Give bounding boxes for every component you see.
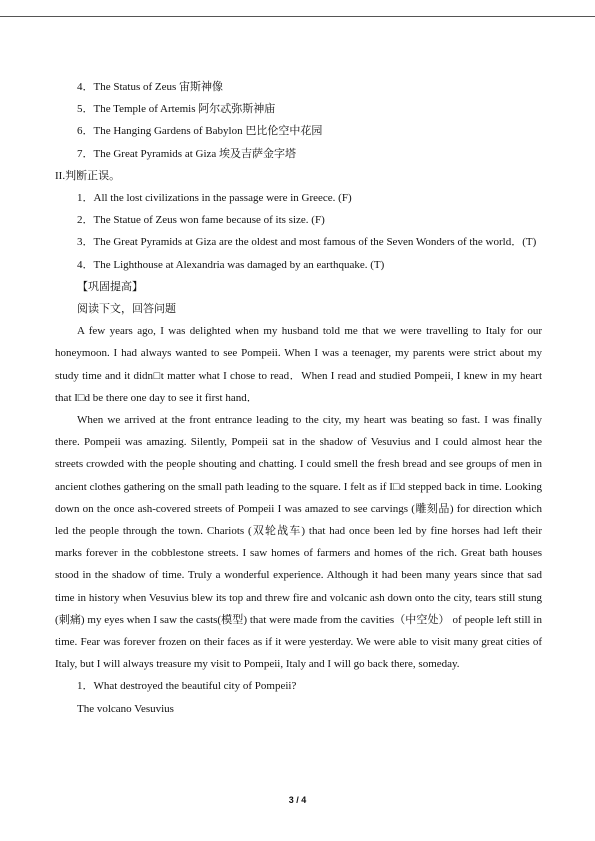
section-heading: II.判断正误。 (55, 169, 121, 182)
instruction-text: 阅读下文，回答问题 (77, 303, 176, 316)
list-item: 5．The Temple of Artemis 阿尔忒弥斯神庙 (77, 103, 276, 116)
tf-item: 1．All the lost civilizations in the passage were in Greece. (F) (77, 192, 352, 205)
page-number: 3 / 4 (288, 795, 307, 805)
list-item: 4．The Status of Zeus 宙斯神像 (77, 81, 224, 93)
header-rule (0, 16, 595, 17)
question-text: 1．What destroyed the beautiful city of Pompeii? (77, 680, 297, 693)
list-item: 6．The Hanging Gardens of Babylon 巴比伦空中花园 (77, 125, 323, 138)
answer-text: The volcano Vesuvius (77, 702, 174, 715)
list-item: 7．The Great Pyramids at Giza 埃及吉萨金字塔 (77, 147, 297, 160)
tf-item: 2．The Statue of Zeus won fame because of its size. (F) (77, 214, 325, 227)
tf-item: 4．The Lighthouse at Alexandria was damaged by an earthquake. (T) (77, 258, 385, 271)
section-heading: 【巩固提高】 (77, 280, 143, 293)
tf-item: 3．The Great Pyramids at Giza are the oldest and most famous of the Seven Wonders of the world．(T) (77, 236, 537, 249)
passage-paragraph: When we arrived at the front entrance leading to the city, my heart was beating so fast. I was finally there. Pompeii was amazing. Silently, Pompeii sat in the shadow of Vesuvius and I could almost hear the streets crowded with the people shouting and chatting. I could smell the fresh bread and see groups of men in ancient clothes gathering on the small path leading to the square. I felt as if I□d stepped back in time. Looking down on the once ash-covered streets of Pompeii I was amazed to see carvings (雕刻品) for direction which led the people through the town. Chariots (双轮战车) that had once been led by fine horses had left their marks forever in the cobblestone streets. I saw homes of farmers and homes of the rich. Great bath houses stood in the shadow of time. Truly a wonderful experience. Although it had been many years since that sad time in history when Vesuvius blew its top and threw fire and volcanic ash down onto the city, tears still stung (刺痛) my eyes when I saw the casts(模型) that were made from the cavities（中空处） of people left still in time. Fear was forever frozen on their faces as if it were yesterday. We were able to visit many great cities of Italy, but I will always treasure my visit to Pompeii, Italy and I will go back there, someday. (55, 414, 542, 671)
document-body (55, 76, 542, 720)
passage-paragraph: A few years ago, I was delighted when my husband told me that we were travelling to Italy for our honeymoon. I had always wanted to see Pompeii. When I was a teenager, my parents were strict about my study time and it didn□t matter what I chose to read．When I read and studied Pompeii, I knew in my heart that I□d be there one day to see it first hand． (55, 325, 542, 404)
